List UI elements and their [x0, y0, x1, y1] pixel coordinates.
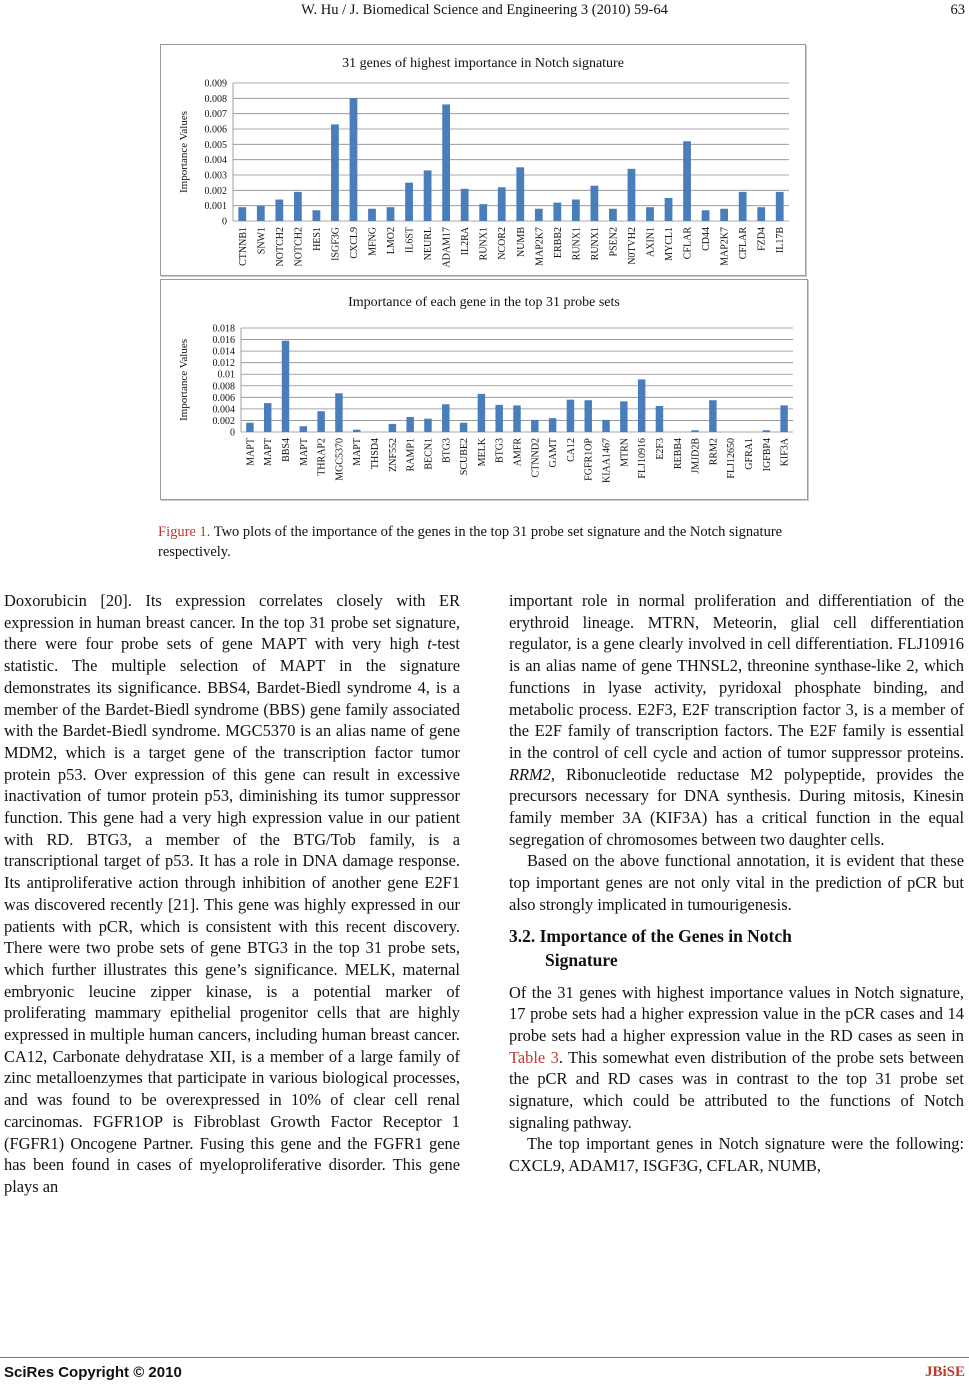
y-axis-label: Importance Values — [178, 339, 190, 421]
y-tick-label: 0.007 — [204, 109, 227, 121]
bar — [353, 430, 360, 432]
bar — [387, 207, 395, 221]
y-tick-label: 0.016 — [212, 335, 235, 347]
x-tick-label: CD44 — [701, 227, 713, 251]
x-tick-label: MAPT — [263, 438, 275, 466]
x-tick-label: NUMB — [515, 227, 527, 258]
y-tick-label: 0.008 — [204, 93, 227, 105]
bar — [763, 430, 770, 432]
right-p3-a: Of the 31 genes with highest importance values in Notch signature, 17 probe sets had a higher expression value in the pCR cases and 14 probe sets had a higher expression value in the RD cases as seen in — [509, 982, 964, 1045]
bar — [442, 404, 449, 432]
x-tick-label: NOTCH2 — [293, 227, 305, 267]
x-tick-label: RUNX1 — [571, 227, 583, 261]
copyright: SciRes Copyright © 2010 — [4, 1364, 182, 1381]
y-tick-label: 0.001 — [204, 201, 227, 213]
y-axis-label: Importance Values — [178, 111, 190, 193]
bar — [591, 186, 599, 221]
bar — [282, 341, 289, 432]
bar — [776, 192, 784, 221]
bar — [609, 209, 617, 221]
x-tick-label: LMO2 — [386, 226, 398, 255]
bar — [405, 183, 413, 221]
y-tick-label: 0.012 — [212, 358, 235, 370]
y-tick-label: 0.003 — [204, 170, 227, 182]
y-tick-label: 0.01 — [217, 369, 235, 381]
bar — [739, 192, 747, 221]
x-tick-label: MAPT — [298, 438, 310, 466]
y-tick-label: 0 — [222, 216, 227, 228]
bar — [553, 203, 561, 221]
bar — [638, 379, 645, 432]
x-tick-label: CTNNB1 — [237, 227, 249, 266]
bar — [275, 200, 283, 221]
bar — [691, 430, 698, 432]
bar — [460, 423, 467, 432]
bar — [620, 401, 627, 432]
x-tick-label: ISGF3G — [330, 227, 342, 261]
bar — [300, 426, 307, 432]
right-paragraph-3 — [509, 982, 964, 1134]
x-tick-label: GFRA1 — [743, 438, 755, 470]
bar — [702, 210, 710, 221]
bar — [350, 98, 358, 221]
x-tick-label: MELK — [476, 438, 488, 467]
bar — [656, 406, 663, 432]
right-paragraph-1 — [509, 590, 964, 850]
bar — [498, 187, 506, 221]
x-tick-label: IL2RA — [460, 227, 472, 256]
x-tick-label: HES1 — [311, 227, 323, 251]
x-tick-label: CTNND2 — [530, 438, 542, 478]
right-p3-b: . This somewhat even distribution of the probe sets between the pCR and RD cases was in contrast to the top 31 probe set signature, which could be attributed to the functions of Notch signaling pathway. — [509, 1047, 964, 1132]
bar — [368, 209, 376, 221]
bar — [264, 403, 271, 432]
x-tick-label: BTG3 — [494, 438, 506, 463]
bar — [535, 209, 543, 221]
left-italic-t: t — [427, 634, 432, 654]
table-3-link[interactable]: Table 3 — [509, 1047, 559, 1067]
right-italic-rrm2: RRM2, — [509, 764, 555, 784]
y-tick-label: 0.014 — [212, 346, 235, 358]
bar — [720, 209, 728, 221]
bar — [238, 207, 246, 221]
x-tick-label: ZNF552 — [387, 438, 399, 472]
bar — [294, 192, 302, 221]
bar — [257, 206, 265, 221]
bar — [709, 400, 716, 432]
x-tick-label: BTG3 — [441, 438, 453, 463]
x-tick-label: IGFBP4 — [761, 438, 773, 472]
bar — [389, 424, 396, 432]
x-tick-label: ADAM17 — [441, 227, 453, 268]
left-text-a: Doxorubicin [20]. Its expression correlates closely with ER expression in human breast cancer. In the top 31 probe set signature, there were four probe sets of gene MAPT with very high — [4, 591, 460, 654]
y-tick-label: 0.006 — [212, 392, 235, 404]
x-tick-label: CA12 — [565, 438, 577, 462]
running-title: W. Hu / J. Biomedical Science and Engineering 3 (2010) 59-64 — [301, 2, 668, 18]
journal-abbrev: JBiSE — [924, 1364, 965, 1380]
chart-title: Importance of each gene in the top 31 probe sets — [348, 295, 620, 310]
section-heading — [509, 924, 964, 972]
x-tick-label: CFLAR — [682, 227, 694, 260]
bar — [406, 417, 413, 432]
x-tick-label: JMJD2B — [690, 438, 702, 474]
y-tick-label: 0.018 — [212, 323, 235, 335]
bar — [683, 141, 691, 221]
bar — [584, 400, 591, 432]
bar — [317, 411, 324, 432]
x-tick-label: AMFR — [512, 438, 524, 467]
x-tick-label: MYCL1 — [664, 227, 676, 261]
x-tick-label: KIAA1467 — [601, 438, 613, 483]
figure-caption-text: Two plots of the importance of the genes in the top 31 probe set signature and the Notch signature respectively. — [158, 524, 783, 560]
bar — [461, 189, 469, 221]
footer-rule — [0, 1357, 969, 1358]
bar — [602, 420, 609, 432]
x-tick-label: REBB4 — [672, 438, 684, 470]
bar — [531, 420, 538, 432]
bar — [567, 400, 574, 432]
section-heading-line2: Signature — [545, 949, 618, 970]
page-number: 63 — [950, 2, 965, 18]
bar — [313, 210, 321, 221]
x-tick-label: MFNG — [367, 227, 379, 256]
bar — [757, 207, 765, 221]
y-tick-label: 0.002 — [212, 415, 235, 427]
x-tick-label: SNW1 — [256, 227, 268, 255]
x-tick-label: KIF3A — [779, 438, 791, 467]
bar — [478, 394, 485, 432]
bar — [628, 169, 636, 221]
x-tick-label: MAP2K7 — [534, 227, 546, 266]
x-tick-label: FZD4 — [756, 227, 768, 251]
y-tick-label: 0.009 — [204, 78, 227, 90]
bar — [479, 204, 487, 221]
bar — [549, 418, 556, 432]
y-tick-label: 0.008 — [212, 381, 235, 393]
y-tick-label: 0.004 — [204, 155, 227, 167]
figure-caption — [158, 522, 818, 562]
bar — [513, 405, 520, 432]
right-text-b: Ribonucleotide reductase M2 polypeptide, provides the precursors necessary for DNA synthesis. During mitosis, Kinesin family member 3A (KIF3A) has a critical function in the equal segregation of chromosomes between two daughter cells. — [509, 764, 964, 849]
left-text-b: -test statistic. The multiple selection of MAPT in the signature demonstrates its significance. BBS4, Bardet-Biedl syndrome 4, is a member of the Bardet-Biedl syndrome (BBS) gene family associated with the Bardet-Biedl syndrome. MGC5370 is an alias name of gene MDM2, which is a target gene of the transcription factor tumor protein p53. Over expression of this gene can result in excessive inactivation of tumor protein p53, diminishing its tumor suppressor function. This gene had a very high expression value in our patient with RD. BTG3, a member of the BTG/Tob family, is a transcriptional target of p53. It has a role in DNA damage response. Its antiproliferative action through inhibition of another gene E2F1 was discovered recently [21]. This gene was highly expressed in our patients with pCR, which is consistent with this recent discovery. There were two probe sets of gene BTG3 in the top 31 probe sets, which further illustrates this gene’s significance. MELK, maternal embryonic leucine zipper kinase, is a potential marker of proliferating mammary epithelial progenitor cells that are highly expressed in multiple human cancers, including human breast cancer. CA12, Carbonate dehydratase XII, is a member of a large family of zinc metalloenzymes that participate in various biological processes, and was found to be overexpressed in 10% of clear cell renal carcinomas. FGFR1OP is Fibroblast Growth Factor Receptor 1 (FGFR1) Oncogene Partner. Fusing this gene and the FGFR1 gene has been found in cases of myeloproliferative disorder. This gene plays an — [4, 634, 460, 1196]
y-tick-label: 0.006 — [204, 124, 227, 136]
x-tick-label: MAPT — [352, 438, 364, 466]
x-tick-label: BBS4 — [281, 438, 293, 462]
right-paragraph-2: Based on the above functional annotation, it is evident that these top important genes are not only vital in the prediction of pCR but also strongly implicated in tumourigenesis. — [509, 851, 964, 914]
footer — [4, 1364, 965, 1384]
x-tick-label: RUNX1 — [478, 227, 490, 261]
x-tick-label: BECN1 — [423, 438, 435, 470]
right-column — [509, 590, 964, 1177]
chart-notch-panel — [160, 44, 806, 276]
x-tick-label: THSD4 — [370, 438, 382, 470]
right-paragraph-4: The top important genes in Notch signature were the following: CXCL9, ADAM17, ISGF3G, CFLAR, NUMB, — [509, 1134, 964, 1176]
y-tick-label: 0.005 — [204, 139, 227, 151]
bar — [335, 393, 342, 432]
section-heading-line1: 3.2. Importance of the Genes in Notch — [509, 925, 792, 946]
bar — [424, 170, 432, 221]
chart-title: 31 genes of highest importance in Notch signature — [342, 56, 624, 71]
x-tick-label: NEURL — [423, 227, 435, 261]
x-tick-label: GAMT — [548, 438, 560, 468]
x-tick-label: E2F3 — [654, 438, 666, 460]
bar — [331, 124, 339, 221]
bar — [495, 405, 502, 432]
x-tick-label: SCUBE2 — [459, 438, 471, 476]
x-tick-label: IL17B — [775, 227, 787, 254]
x-tick-label: MAPT — [245, 438, 257, 466]
left-paragraph — [4, 590, 460, 1198]
right-text-a: important role in normal proliferation and differentiation of the erythroid lineage. MTRN, Meteorin, glial cell differentiation regulator, is a gene clearly involved in cell differentiation. FLJ10916 is an alias name of gene THNSL2, threonine synthase-like 2, which functions in lyase activity, pyridoxal phosphate binding, and metabolic process. E2F3, E2F transcription factor 3, is a member of the E2F family of transcription factors. The E2F family is essential in the control of cell cycle and action of tumor suppressor proteins. — [509, 591, 964, 762]
x-tick-label: FLJ10916 — [637, 437, 649, 479]
x-tick-label: MAP2K7 — [719, 227, 731, 266]
bar — [572, 200, 580, 221]
y-tick-label: 0.004 — [212, 404, 235, 416]
x-tick-label: MTRN — [619, 438, 631, 467]
bar — [442, 104, 450, 221]
bar — [424, 419, 431, 432]
y-tick-label: 0.002 — [204, 185, 227, 197]
chart-probe-svg — [161, 280, 807, 499]
left-column — [4, 590, 460, 1198]
x-tick-label: RRM2 — [708, 438, 720, 466]
figure-label: Figure 1. — [158, 524, 211, 540]
x-tick-label: RUNX1 — [589, 227, 601, 261]
x-tick-label: NOTCH2 — [274, 227, 286, 267]
x-tick-label: IL6ST — [404, 226, 416, 254]
bar — [665, 198, 673, 221]
x-tick-label: CXCL9 — [348, 227, 360, 259]
x-tick-label: THRAP2 — [316, 438, 328, 476]
chart-notch-svg — [161, 45, 805, 275]
bar — [780, 405, 787, 432]
x-tick-label: PSEN2 — [608, 227, 620, 257]
bar — [516, 167, 524, 221]
x-tick-label: CFLAR — [738, 227, 750, 260]
x-tick-label: MGC5370 — [334, 438, 346, 481]
bar — [246, 423, 253, 432]
chart-probe-panel — [160, 279, 808, 500]
bar — [646, 207, 654, 221]
x-tick-label: FGFR1OP — [583, 438, 595, 481]
running-header — [0, 2, 969, 22]
x-tick-label: FLJ12650 — [726, 438, 738, 479]
x-tick-label: N0TVH2 — [626, 227, 638, 265]
x-tick-label: NCOR2 — [497, 227, 509, 260]
x-tick-label: AXIN1 — [645, 227, 657, 257]
x-tick-label: RAMP1 — [405, 438, 417, 472]
y-tick-label: 0 — [230, 427, 235, 439]
x-tick-label: ERBB2 — [552, 227, 564, 259]
